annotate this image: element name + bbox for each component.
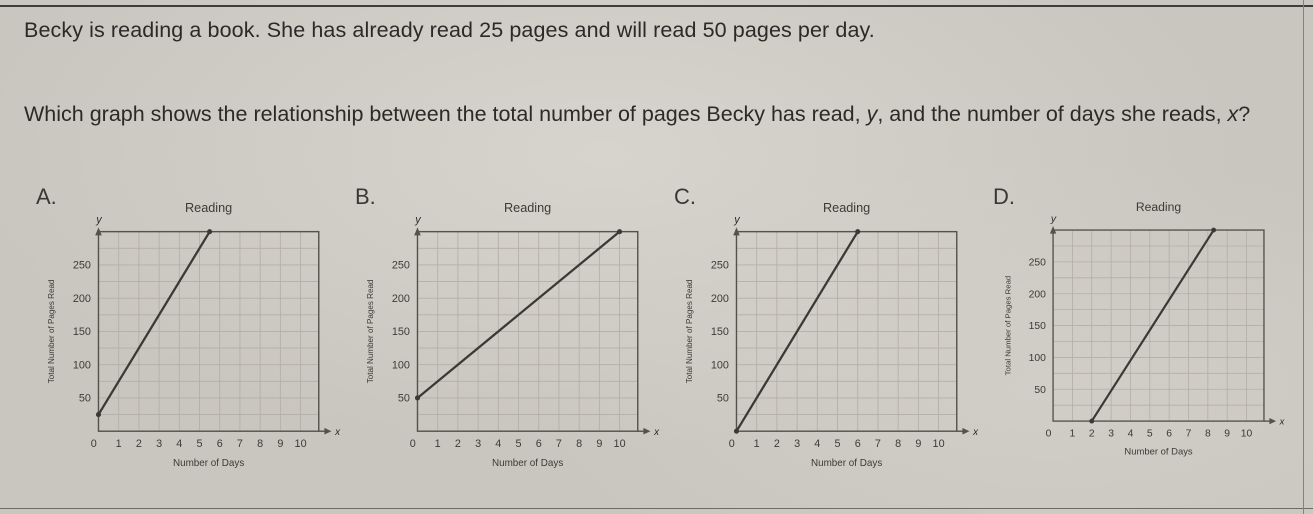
chart-title: Reading: [503, 200, 552, 215]
y-axis-symbol: y: [96, 214, 102, 227]
option-b[interactable]: [353, 182, 671, 471]
data-endpoint: [96, 412, 101, 417]
x-tick-label: 5: [834, 438, 841, 451]
y-tick-label: 200: [710, 292, 729, 305]
y-tick-label: 200: [1028, 289, 1046, 301]
x-tick-label: 2: [1088, 428, 1095, 440]
y-tick-label: 100: [72, 359, 91, 372]
y-axis-title: Total Number of Pages Read: [685, 279, 695, 384]
x-tick-label: 10: [294, 438, 307, 451]
x-tick-label: 9: [596, 438, 603, 451]
x-axis-arrow: [962, 428, 969, 435]
option-c-graph: [680, 194, 985, 471]
option-c[interactable]: [672, 182, 990, 471]
question-block: [0, 0, 1313, 131]
x-axis-title: Number of Days: [1124, 446, 1193, 458]
x-tick-label: 9: [1224, 428, 1231, 440]
x-tick-label: 1: [1069, 428, 1076, 440]
data-endpoint: [855, 229, 860, 234]
y-axis-title: Total Number of Pages Read: [1003, 275, 1013, 376]
x-tick-label: 7: [555, 438, 562, 451]
x-axis-symbol: x: [973, 426, 979, 438]
variable-y: y: [866, 102, 878, 127]
data-endpoint: [1211, 228, 1216, 233]
data-endpoint: [415, 395, 420, 400]
option-a-graph: [42, 194, 347, 471]
x-tick-label: 5: [515, 438, 522, 451]
y-tick-label: 150: [72, 326, 91, 339]
x-axis-symbol: x: [335, 426, 341, 438]
x-tick-label: 0: [409, 438, 416, 451]
x-tick-label: 3: [794, 438, 801, 451]
y-tick-label: 50: [397, 392, 410, 405]
x-tick-label: 10: [932, 438, 945, 451]
x-axis-symbol: x: [654, 426, 660, 438]
x-tick-label: 8: [257, 438, 264, 451]
y-tick-label: 250: [72, 259, 91, 272]
x-axis-title: Number of Days: [810, 458, 883, 470]
x-tick-label: 6: [216, 438, 223, 451]
x-tick-label: 7: [1185, 428, 1192, 440]
x-tick-label: 7: [874, 438, 881, 451]
y-tick-label: 50: [716, 392, 729, 405]
y-tick-label: 200: [72, 292, 91, 305]
option-a[interactable]: [34, 182, 352, 471]
answer-options-row: [34, 182, 1291, 471]
chart-title: Reading: [822, 200, 871, 215]
prompt-text-end: ?: [1238, 102, 1251, 127]
option-a-label: A.: [36, 184, 57, 209]
x-tick-label: 2: [135, 438, 142, 451]
x-tick-label: 6: [854, 438, 861, 451]
y-axis-symbol: y: [734, 214, 740, 227]
y-axis-title: Total Number of Pages Read: [366, 279, 376, 384]
x-axis-symbol: x: [1279, 416, 1285, 428]
x-tick-label: 8: [895, 438, 902, 451]
y-axis-symbol: y: [415, 214, 421, 227]
page-edge-line: [1303, 0, 1304, 514]
x-tick-label: 0: [728, 438, 735, 451]
x-tick-label: 8: [576, 438, 583, 451]
data-endpoint: [617, 229, 622, 234]
option-c-label: C.: [674, 184, 696, 209]
y-tick-label: 50: [78, 392, 91, 405]
variable-x: x: [1227, 102, 1239, 127]
data-endpoint: [1089, 419, 1094, 424]
x-tick-label: 10: [613, 438, 626, 451]
option-d-label: D.: [993, 184, 1015, 209]
prompt-text-mid: , and the number of days she reads,: [877, 102, 1228, 127]
bottom-divider: [0, 508, 1313, 509]
x-axis-arrow: [643, 428, 650, 435]
x-tick-label: 1: [115, 438, 122, 451]
x-tick-label: 5: [1146, 428, 1153, 440]
y-tick-label: 100: [1028, 353, 1046, 365]
y-tick-label: 150: [391, 326, 410, 339]
x-tick-label: 3: [156, 438, 163, 451]
x-tick-label: 2: [454, 438, 461, 451]
x-axis-title: Number of Days: [172, 458, 245, 470]
x-tick-label: 7: [236, 438, 243, 451]
y-tick-label: 150: [710, 326, 729, 339]
x-tick-label: 4: [176, 438, 183, 451]
x-tick-label: 1: [434, 438, 441, 451]
data-endpoint: [207, 229, 212, 234]
x-tick-label: 3: [1108, 428, 1115, 440]
x-tick-label: 3: [475, 438, 482, 451]
y-tick-label: 200: [391, 292, 410, 305]
y-tick-label: 100: [710, 359, 729, 372]
data-line: [98, 232, 209, 415]
x-tick-label: 8: [1204, 428, 1211, 440]
x-tick-label: 4: [1127, 428, 1134, 440]
option-d[interactable]: [991, 182, 1291, 471]
option-b-graph: [361, 194, 666, 471]
question-prompt: [24, 97, 1287, 131]
top-divider: [0, 5, 1313, 7]
chart-title: Reading: [184, 200, 233, 215]
y-tick-label: 100: [391, 359, 410, 372]
x-tick-label: 6: [1166, 428, 1173, 440]
y-tick-label: 150: [1028, 321, 1046, 333]
y-tick-label: 250: [710, 259, 729, 272]
chart-title: Reading: [1135, 200, 1182, 215]
y-tick-label: 250: [1028, 257, 1046, 269]
x-axis-title: Number of Days: [491, 458, 564, 470]
x-axis-arrow: [324, 428, 331, 435]
option-d-graph: [999, 194, 1291, 459]
prompt-text-pre: Which graph shows the relationship between the total number of pages Becky has read,: [24, 102, 867, 127]
y-tick-label: 50: [1034, 384, 1046, 396]
question-statement: Becky is reading a book. She has already read 25 pages and will read 50 pages per day.: [24, 18, 875, 42]
x-tick-label: 0: [1045, 428, 1052, 440]
x-axis-arrow: [1269, 418, 1276, 424]
x-tick-label: 4: [495, 438, 502, 451]
y-axis-symbol: y: [1050, 213, 1057, 225]
x-tick-label: 4: [814, 438, 821, 451]
x-tick-label: 9: [915, 438, 922, 451]
y-tick-label: 250: [391, 259, 410, 272]
x-tick-label: 0: [90, 438, 97, 451]
y-axis-title: Total Number of Pages Read: [47, 279, 57, 384]
data-endpoint: [734, 429, 739, 434]
x-tick-label: 10: [1240, 428, 1253, 440]
x-tick-label: 5: [196, 438, 203, 451]
x-tick-label: 6: [535, 438, 542, 451]
option-b-label: B.: [355, 184, 376, 209]
x-tick-label: 2: [773, 438, 780, 451]
x-tick-label: 9: [277, 438, 284, 451]
x-tick-label: 1: [753, 438, 760, 451]
